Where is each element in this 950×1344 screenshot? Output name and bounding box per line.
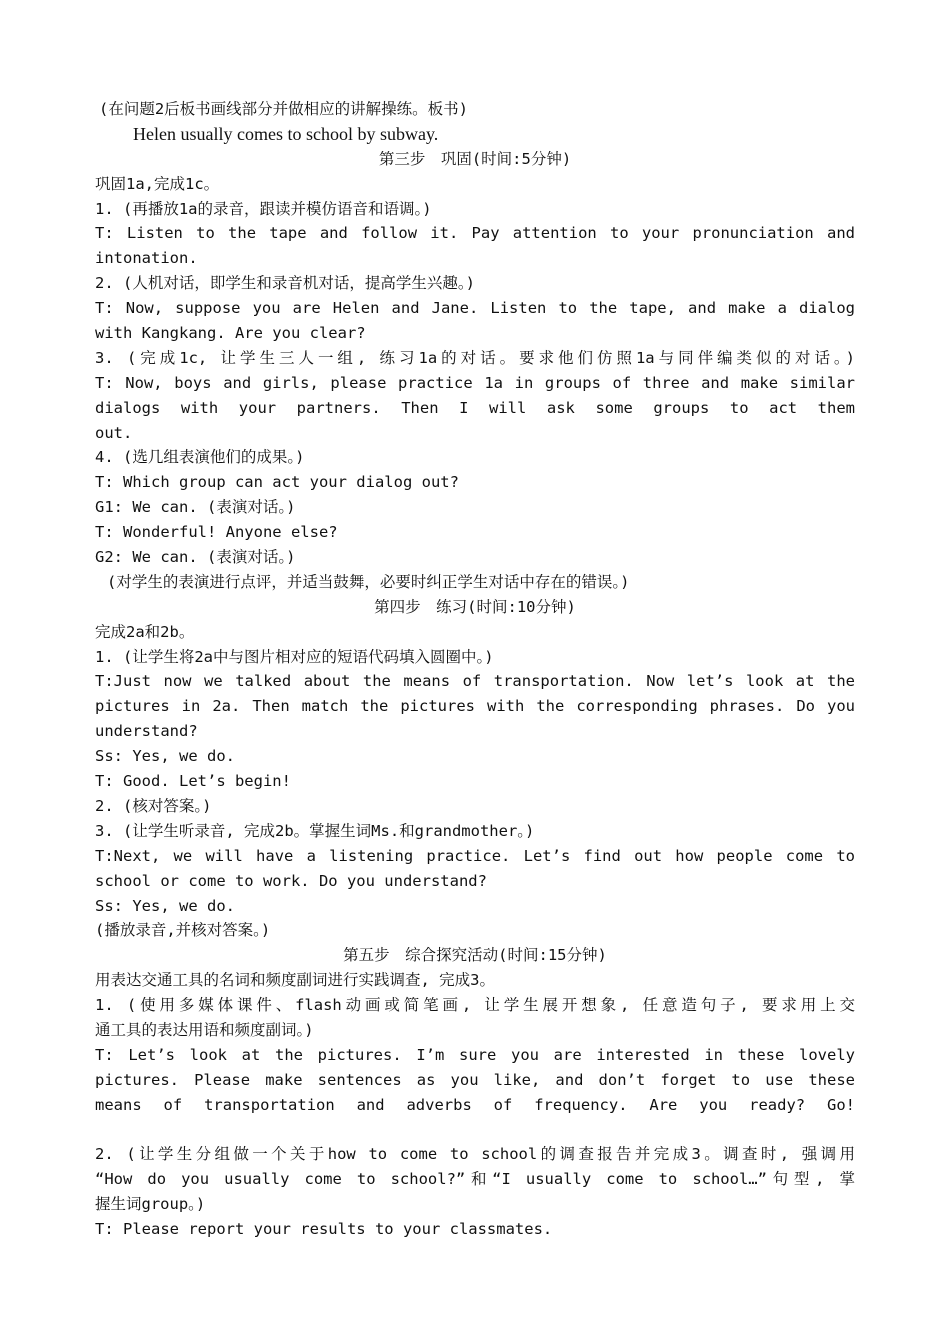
text-line: 第三步 巩固(时间:5分钟) — [378, 149, 572, 168]
text-line: (在问题2后板书画线部分并做相应的讲解操练。板书) — [99, 100, 468, 118]
text-line: 用表达交通工具的名词和频度副词进行实践调查, 完成3。 — [95, 971, 495, 990]
text-line: 1. (让学生将2a中与图片相对应的短语代码填入圆圈中。) — [95, 647, 494, 666]
text-line: T: Which group can act your dialog out? — [95, 473, 459, 492]
text-line: with Kangkang. Are you clear? — [95, 324, 366, 343]
text-line: T: Listen to the tape and follow it. Pay attention to your pronunciation and — [95, 224, 855, 243]
text-line — [95, 1118, 855, 1143]
text-line: dialogs with your partners. Then I will ask some groups to act them — [95, 398, 855, 417]
text-line: T: Let’s look at the pictures. I’m sure you are interested in these lovely — [95, 1045, 855, 1064]
text-line: 4. (选几组表演他们的成果。) — [95, 448, 305, 467]
text-line: 3. (完成1c, 让学生三人一组, 练习1a的对话。要求他们仿照1a与同伴编类似的对话。) — [95, 348, 855, 367]
text-line: 1. (使用多媒体课件、flash动画或简笔画, 让学生展开想象, 任意造句子, 要求用上交 — [95, 996, 855, 1015]
text-line: school or come to work. Do you understand? — [95, 871, 487, 890]
text-line: Helen usually comes to school by subway. — [133, 123, 439, 144]
text-line: Ss: Yes, we do. — [95, 896, 235, 915]
text-line: (播放录音,并核对答案。) — [95, 921, 271, 940]
text-line: intonation. — [95, 249, 198, 268]
text-line: T: Now, boys and girls, please practice 1a in groups of three and make similar — [95, 373, 855, 392]
text-line: G2: We can. (表演对话。) — [95, 548, 296, 567]
text-line: 第四步 练习(时间:10分钟) — [374, 597, 576, 616]
text-line: Ss: Yes, we do. — [95, 747, 235, 766]
text-line: 3. (让学生听录音, 完成2b。掌握生词Ms.和grandmother。) — [95, 821, 535, 840]
text-line: T:Next, we will have a listening practice. Let’s find out how people come to — [95, 846, 855, 865]
text-line: pictures in 2a. Then match the pictures with the corresponding phrases. Do you — [95, 697, 855, 716]
text-line: 通工具的表达用语和频度副词。) — [95, 1020, 314, 1039]
text-line: “How do you usually come to school?”和“I usually come to school…”句型, 掌 — [95, 1170, 855, 1189]
text-line: means of transportation and adverbs of frequency. Are you ready? Go! — [95, 1095, 855, 1114]
text-line: T:Just now we talked about the means of transportation. Now let’s look at the — [95, 672, 855, 691]
text-line: 第五步 综合探究活动(时间:15分钟) — [343, 946, 607, 965]
text-line: T: Now, suppose you are Helen and Jane. Listen to the tape, and make a dialog — [95, 299, 855, 318]
text-line: 完成2a和2b。 — [95, 622, 195, 641]
text-line: T: Good. Let’s begin! — [95, 772, 291, 791]
text-line: 2. (核对答案。) — [95, 796, 212, 815]
text-line: 巩固1a,完成1c。 — [95, 174, 220, 193]
text-line: 2. (人机对话，即学生和录音机对话，提高学生兴趣。) — [95, 274, 475, 293]
text-line: T: Please report your results to your classmates. — [95, 1220, 553, 1239]
text-line: 握生词group。) — [95, 1195, 206, 1214]
text-line: pictures. Please make sentences as you like, and don’t forget to use these — [95, 1070, 855, 1089]
text-line: T: Wonderful! Anyone else? — [95, 523, 338, 542]
text-line: 2. (让学生分组做一个关于how to come to school的调查报告并完成3。调查时, 强调用 — [95, 1145, 855, 1164]
text-line: understand? — [95, 722, 198, 741]
document-page — [95, 97, 855, 1242]
text-line: out. — [95, 423, 133, 442]
text-line: 1. (再播放1a的录音，跟读并模仿语音和语调。) — [95, 199, 432, 218]
text-line: G1: We can. (表演对话。) — [95, 498, 296, 517]
text-line: (对学生的表演进行点评，并适当鼓舞，必要时纠正学生对话中存在的错误。) — [107, 572, 630, 591]
